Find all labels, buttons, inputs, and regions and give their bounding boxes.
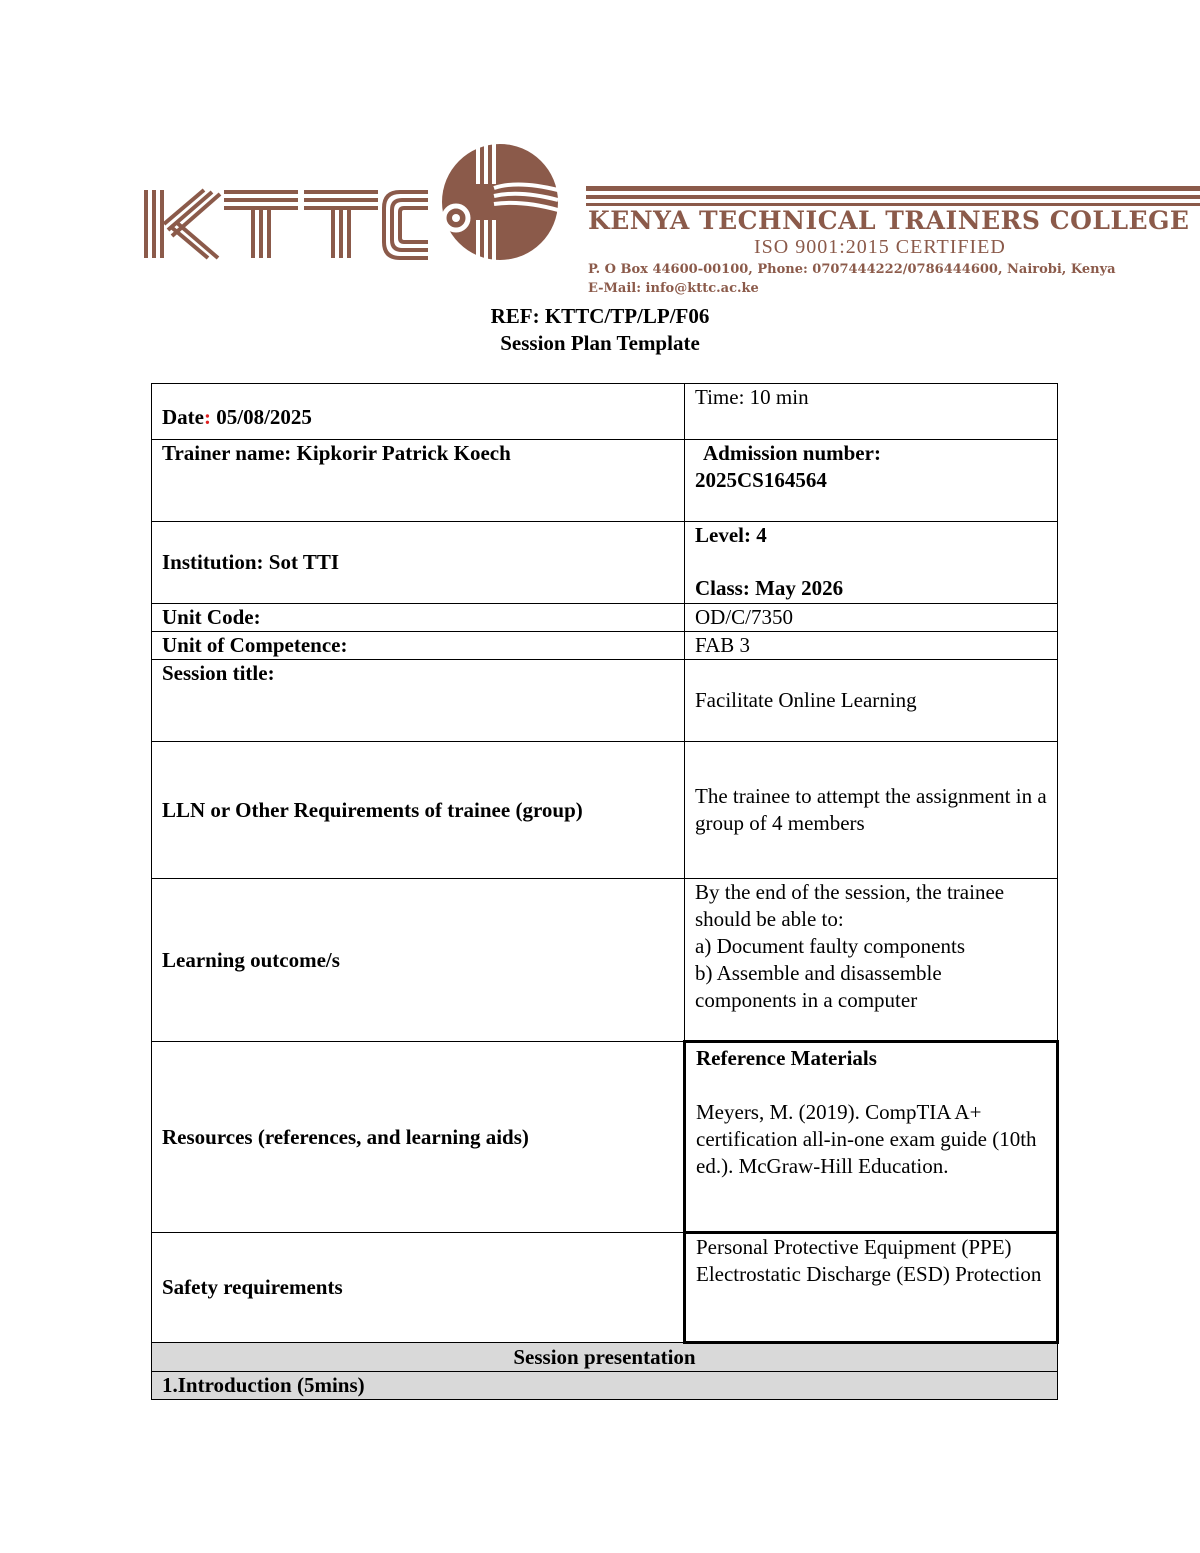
date-colon: : xyxy=(203,405,211,429)
session-title-value: Facilitate Online Learning xyxy=(685,660,1058,742)
learning-outcome-cell xyxy=(685,879,1058,1042)
table-row xyxy=(152,1372,1058,1400)
outcome-item: a) Document faulty components xyxy=(695,934,966,958)
class-text: Class: May 2026 xyxy=(695,576,844,600)
table-row xyxy=(152,440,1058,522)
admission-label: Admission number: xyxy=(703,441,881,465)
table-row xyxy=(152,522,1058,604)
table-row xyxy=(152,632,1058,660)
institution-cell: Institution: Sot TTI xyxy=(152,522,685,604)
unit-code-label: Unit Code: xyxy=(152,604,685,632)
unit-competence-value: FAB 3 xyxy=(685,632,1058,660)
safety-cell xyxy=(685,1233,1058,1343)
trainer-cell: Trainer name: Kipkorir Patrick Koech xyxy=(152,440,685,522)
outcome-intro: By the end of the session, the trainee should be able to: xyxy=(695,880,1005,931)
table-row xyxy=(152,879,1058,1042)
level-text: Level: 4 xyxy=(695,523,767,547)
date-label: Date xyxy=(162,405,204,429)
introduction-header: 1.Introduction (5mins) xyxy=(152,1372,1058,1400)
resources-cell xyxy=(685,1042,1058,1233)
document-ref: REF: KTTC/TP/LP/F06 xyxy=(490,304,710,328)
level-class-cell xyxy=(685,522,1058,604)
table-row xyxy=(152,604,1058,632)
resources-heading: Reference Materials xyxy=(696,1046,877,1070)
unit-code-value: OD/C/7350 xyxy=(685,604,1058,632)
table-row xyxy=(152,742,1058,879)
session-plan-table xyxy=(151,383,1059,1400)
table-row xyxy=(152,1343,1058,1372)
admission-cell xyxy=(685,440,1058,522)
safety-item: Personal Protective Equipment (PPE) xyxy=(696,1235,1012,1259)
table-row xyxy=(152,1042,1058,1233)
lln-value: The trainee to attempt the assignment in a group of 4 members xyxy=(685,742,1058,879)
date-cell xyxy=(152,384,685,440)
learning-outcome-label: Learning outcome/s xyxy=(152,879,685,1042)
table-row xyxy=(152,384,1058,440)
resources-reference: Meyers, M. (2019). CompTIA A+ certification all-in-one exam guide (10th ed.). McGraw-Hill Education. xyxy=(696,1100,1037,1178)
admission-value: 2025CS164564 xyxy=(695,468,827,492)
resources-label: Resources (references, and learning aids) xyxy=(152,1042,685,1233)
college-contact: P. O Box 44600-00100, Phone: 0707444222/0786444600, Nairobi, Kenya xyxy=(588,262,1116,277)
college-name: KENYA TECHNICAL TRAINERS COLLEGE xyxy=(588,206,1190,235)
college-email: E-Mail: info@kttc.ac.ke xyxy=(588,281,759,296)
table-row xyxy=(152,660,1058,742)
safety-item: Electrostatic Discharge (ESD) Protection xyxy=(696,1262,1042,1286)
document-title: Session Plan Template xyxy=(500,331,700,355)
time-cell: Time: 10 min xyxy=(685,384,1058,440)
session-presentation-header: Session presentation xyxy=(152,1343,1058,1372)
letterhead xyxy=(0,0,1200,310)
kttc-logo xyxy=(138,140,578,265)
session-title-label: Session title: xyxy=(152,660,685,742)
outcome-item: b) Assemble and disassemble components in a computer xyxy=(695,961,942,1012)
unit-competence-label: Unit of Competence: xyxy=(152,632,685,660)
lln-label: LLN or Other Requirements of trainee (group) xyxy=(152,742,685,879)
table-row xyxy=(152,1233,1058,1343)
iso-certification: ISO 9001:2015 CERTIFIED xyxy=(754,236,1006,258)
date-value: 05/08/2025 xyxy=(210,405,312,429)
safety-label: Safety requirements xyxy=(152,1233,685,1343)
letterhead-rule xyxy=(586,186,1200,208)
